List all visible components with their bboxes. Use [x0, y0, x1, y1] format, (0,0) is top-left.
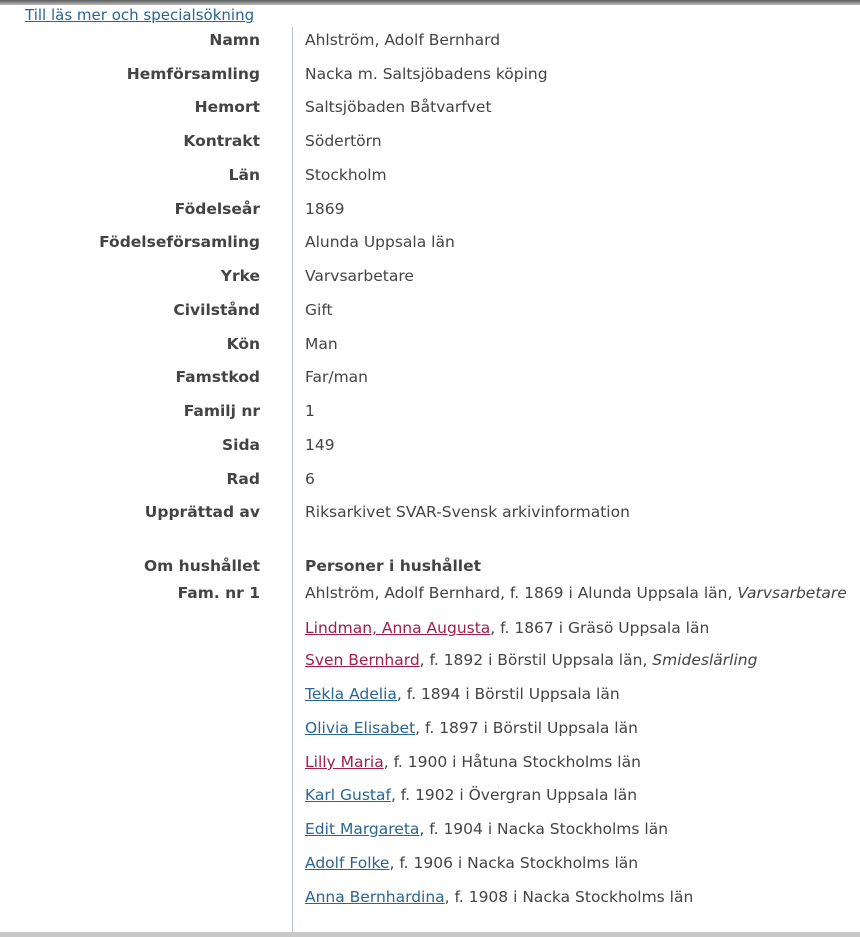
field-row-hemforsamling [0, 61, 860, 87]
person-link[interactable]: Adolf Folke [305, 854, 390, 872]
person-details: , f. 1908 i Nacka Stockholms län [444, 888, 694, 906]
field-label: Familj nr [183, 402, 260, 420]
field-row-kontrakt [0, 128, 860, 154]
field-value: Man [305, 335, 338, 353]
household-member [305, 647, 757, 673]
household-member [305, 884, 693, 910]
field-row-rad [0, 466, 860, 492]
person-details: , f. 1900 i Håtuna Stockholms län [383, 753, 641, 771]
read-more-search-link[interactable]: Till läs mer och specialsökning [25, 6, 255, 24]
field-value: Ahlström, Adolf Bernhard [305, 31, 501, 49]
person-details: , f. 1892 i Börstil Uppsala län, [419, 651, 653, 669]
person-details: , f. 1894 i Börstil Uppsala län [396, 685, 620, 703]
household-famnr-label: Fam. nr 1 [177, 584, 260, 602]
person-link[interactable]: Karl Gustaf [305, 786, 391, 804]
household-about-label: Om hushållet [143, 557, 260, 575]
field-value: 1 [305, 402, 315, 420]
field-row-upprattad-av [0, 499, 860, 525]
field-row-lan [0, 162, 860, 188]
person-name: Ahlström, Adolf Bernhard [305, 584, 501, 602]
field-row-familj-nr [0, 398, 860, 424]
field-value: Saltsjöbaden Båtvarfvet [305, 98, 492, 116]
field-value: 1869 [305, 200, 345, 218]
field-row-civilstand [0, 297, 860, 323]
field-value: 149 [305, 436, 335, 454]
person-link[interactable]: Lindman, Anna Augusta [305, 619, 491, 637]
person-link[interactable]: Anna Bernhardina [305, 888, 445, 906]
bottom-border [0, 932, 860, 937]
person-details: , f. 1869 i Alunda Uppsala län, [500, 584, 738, 602]
field-row-fodelsear [0, 196, 860, 222]
field-value: Nacka m. Saltsjöbadens köping [305, 65, 548, 83]
household-member [305, 615, 709, 641]
field-label: Famstkod [175, 368, 260, 386]
household-head [305, 580, 847, 606]
field-value: 6 [305, 470, 315, 488]
person-occupation: Smideslärling [652, 651, 758, 669]
field-label: Namn [209, 31, 260, 49]
household-member [305, 681, 620, 707]
person-link[interactable]: Sven Bernhard [305, 651, 420, 669]
field-row-famstkod [0, 364, 860, 390]
field-label: Sida [221, 436, 260, 454]
household-member [305, 816, 668, 842]
field-row-fodelseforsamling [0, 229, 860, 255]
field-label: Födelseförsamling [99, 233, 260, 251]
household-member [305, 715, 638, 741]
household-member [305, 749, 641, 775]
field-value: Riksarkivet SVAR-Svensk arkivinformation [305, 503, 630, 521]
field-label: Civilstånd [173, 301, 260, 319]
field-row-hemort [0, 94, 860, 120]
field-label: Födelseår [174, 200, 260, 218]
field-value: Gift [305, 301, 333, 319]
person-details: , f. 1902 i Övergran Uppsala län [390, 786, 638, 804]
field-label: Hemförsamling [126, 65, 260, 83]
field-value: Alunda Uppsala län [305, 233, 455, 251]
field-value: Södertörn [305, 132, 382, 150]
person-details: , f. 1904 i Nacka Stockholms län [419, 820, 669, 838]
field-row-kon [0, 331, 860, 357]
field-label: Län [228, 166, 260, 184]
field-value: Stockholm [305, 166, 387, 184]
field-row-namn [0, 27, 860, 53]
field-row-sida [0, 432, 860, 458]
person-link[interactable]: Edit Margareta [305, 820, 420, 838]
person-link[interactable]: Tekla Adelia [305, 685, 397, 703]
person-link[interactable]: Olivia Elisabet [305, 719, 416, 737]
person-occupation: Varvsarbetare [737, 584, 847, 602]
household-member [305, 850, 638, 876]
field-value: Varvsarbetare [305, 267, 414, 285]
person-details: , f. 1897 i Börstil Uppsala län [415, 719, 638, 737]
person-details: , f. 1867 i Gräsö Uppsala län [490, 619, 710, 637]
field-label: Hemort [194, 98, 260, 116]
field-row-yrke [0, 263, 860, 289]
top-border [0, 0, 860, 5]
field-label: Kontrakt [183, 132, 260, 150]
field-label: Upprättad av [144, 503, 260, 521]
household-member [305, 782, 637, 808]
field-label: Kön [226, 335, 260, 353]
person-link[interactable]: Lilly Maria [305, 753, 384, 771]
person-details: , f. 1906 i Nacka Stockholms län [389, 854, 639, 872]
household-title: Personer i hushållet [305, 557, 482, 575]
field-label: Rad [226, 470, 260, 488]
field-label: Yrke [220, 267, 260, 285]
field-value: Far/man [305, 368, 369, 386]
